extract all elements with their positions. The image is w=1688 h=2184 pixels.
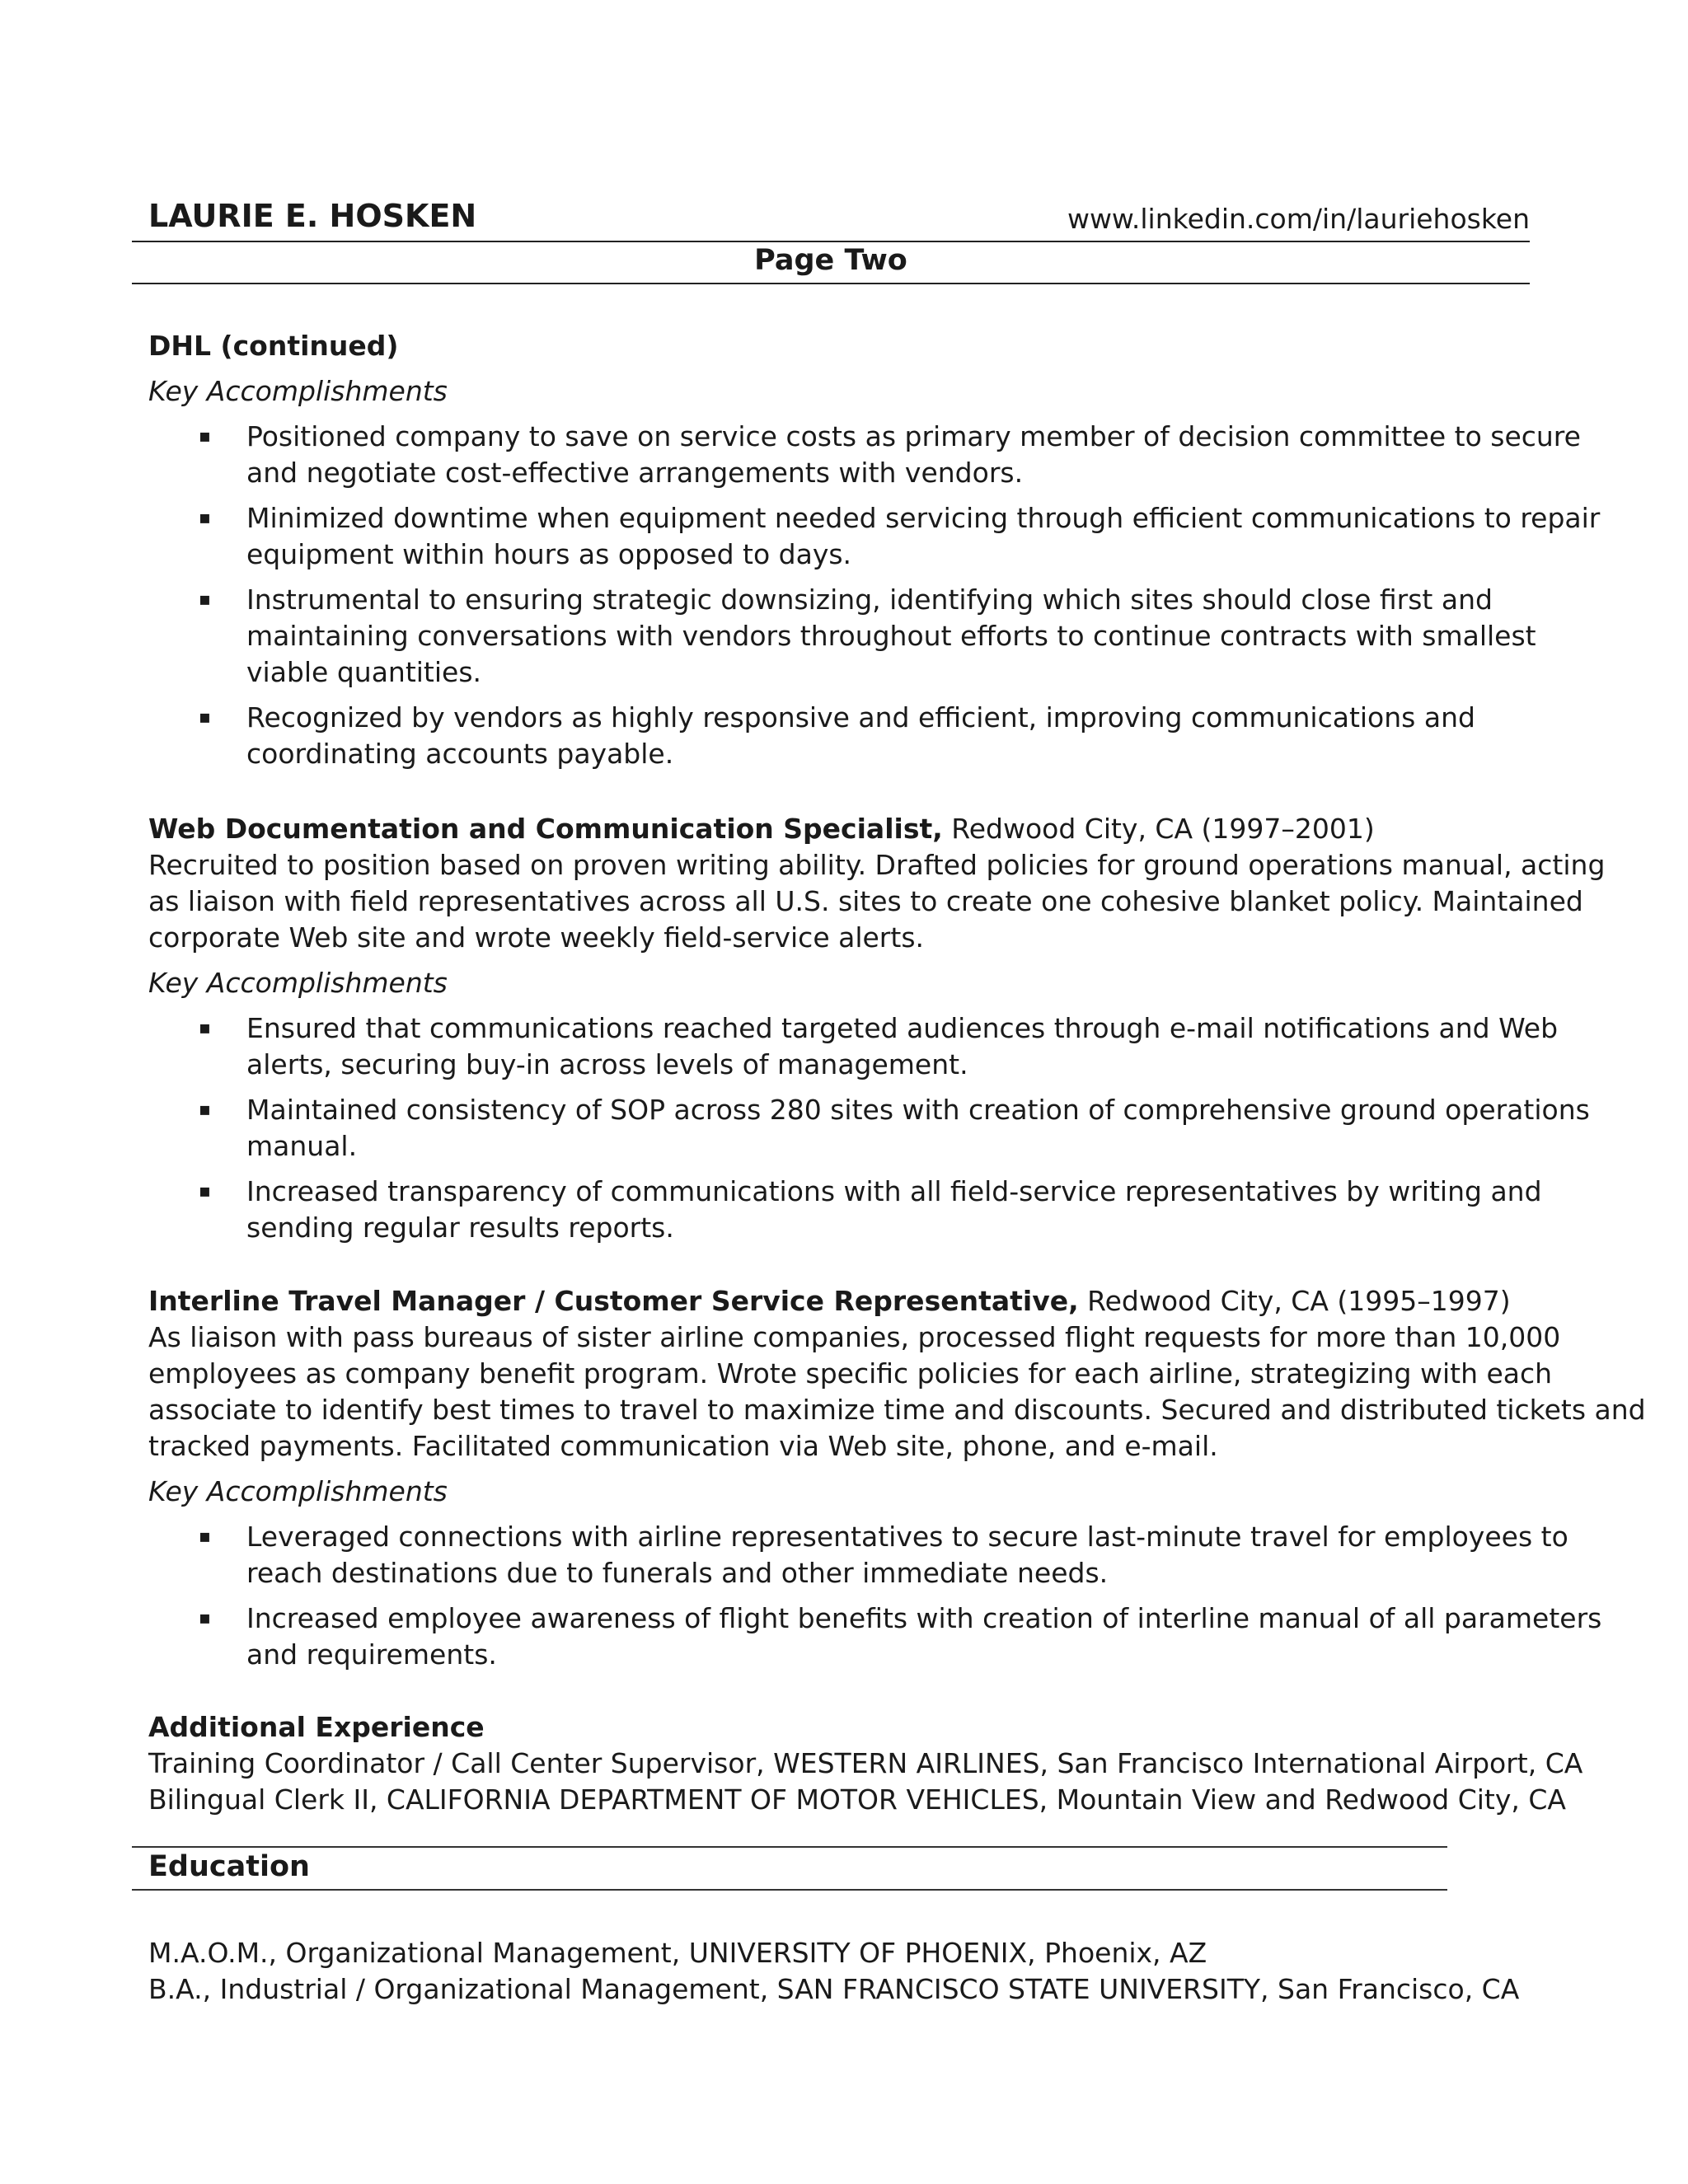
list-item: Leveraged connections with airline representatives to secure last-minute travel for employees to (246, 1521, 1568, 1553)
web-role-description: corporate Web site and wrote weekly field-service alerts. (148, 921, 924, 954)
education-heading: Education (148, 1850, 310, 1883)
bullet-marker: ▪ (199, 508, 211, 528)
web-role-title: Web Documentation and Communication Specialist, (148, 813, 943, 845)
web-role-location: Redwood City, CA (1997–2001) (942, 813, 1375, 845)
candidate-name: LAURIE E. HOSKEN (148, 198, 477, 234)
list-item: manual. (246, 1130, 358, 1162)
list-item: Maintained consistency of SOP across 280 sites with creation of comprehensive ground operations (246, 1094, 1590, 1126)
page-label: Page Two (754, 244, 907, 277)
list-item: and requirements. (246, 1638, 497, 1671)
interline-role-title: Interline Travel Manager / Customer Service Representative, (148, 1285, 1079, 1317)
interline-role-description: tracked payments. Facilitated communication via Web site, phone, and e-mail. (148, 1430, 1218, 1462)
interline-role-description: associate to identify best times to travel to maximize time and discounts. Secured and distributed tickets and (148, 1394, 1646, 1426)
education-item: B.A., Industrial / Organizational Management, SAN FRANCISCO STATE UNIVERSITY, San Francisco, CA (148, 1973, 1520, 2005)
interline-role-description: employees as company benefit program. Wrote specific policies for each airline, strategizing with each (148, 1357, 1553, 1390)
list-item: Minimized downtime when equipment needed servicing through efficient communications to repair (246, 502, 1601, 534)
interline-role-description: As liaison with pass bureaus of sister airline companies, processed flight requests for more than 10,000 (148, 1321, 1561, 1353)
list-item: Recognized by vendors as highly responsive and efficient, improving communications and (246, 701, 1475, 733)
bullet-marker: ▪ (199, 426, 211, 447)
list-item: Increased employee awareness of flight benefits with creation of interline manual of all parameters (246, 1602, 1602, 1634)
list-item: Positioned company to save on service costs as primary member of decision committee to secure (246, 420, 1581, 452)
education-item: M.A.O.M., Organizational Management, UNIVERSITY OF PHOENIX, Phoenix, AZ (148, 1937, 1207, 1969)
interline-key-accomplishments-label: Key Accomplishments (148, 1475, 448, 1507)
bullet-marker: ▪ (199, 707, 211, 728)
additional-experience-heading: Additional Experience (148, 1711, 485, 1743)
web-role-description: Recruited to position based on proven writing ability. Drafted policies for ground operations manual, acting (148, 849, 1606, 881)
education-rule-bottom (132, 1889, 1447, 1891)
dhl-key-accomplishments-label: Key Accomplishments (148, 375, 448, 407)
list-item: sending regular results reports. (246, 1212, 674, 1244)
linkedin-url[interactable]: www.linkedin.com/in/lauriehosken (1067, 203, 1530, 235)
list-item: coordinating accounts payable. (246, 738, 674, 770)
bullet-marker: ▪ (199, 1099, 211, 1120)
list-item: Increased transparency of communications with all field-service representatives by writing and (246, 1175, 1542, 1207)
list-item: Instrumental to ensuring strategic downsizing, identifying which sites should close first and (246, 583, 1493, 616)
header-rule-top (132, 241, 1530, 242)
bullet-marker: ▪ (199, 1181, 211, 1202)
education-rule-top (132, 1846, 1447, 1848)
interline-role-heading (148, 1283, 1511, 1319)
additional-experience-item: Training Coordinator / Call Center Supervisor, WESTERN AIRLINES, San Francisco International Airport, CA (148, 1747, 1583, 1779)
list-item: and negotiate cost-effective arrangements with vendors. (246, 457, 1024, 489)
web-role-description: as liaison with field representatives across all U.S. sites to create one cohesive blanket policy. Maintained (148, 885, 1583, 917)
web-key-accomplishments-label: Key Accomplishments (148, 967, 448, 999)
bullet-marker: ▪ (199, 1018, 211, 1038)
interline-role-location: Redwood City, CA (1995–1997) (1078, 1285, 1511, 1317)
bullet-marker: ▪ (199, 1526, 211, 1547)
list-item: reach destinations due to funerals and other immediate needs. (246, 1557, 1109, 1589)
bullet-marker: ▪ (199, 1608, 211, 1629)
bullet-marker: ▪ (199, 589, 211, 610)
list-item: maintaining conversations with vendors throughout efforts to continue contracts with smallest (246, 620, 1536, 652)
header-rule-bottom (132, 283, 1530, 284)
list-item: alerts, securing buy-in across levels of management. (246, 1048, 968, 1080)
web-role-heading (148, 811, 1375, 847)
list-item: equipment within hours as opposed to days. (246, 538, 852, 570)
dhl-heading: DHL (continued) (148, 330, 399, 362)
additional-experience-item: Bilingual Clerk II, CALIFORNIA DEPARTMENT OF MOTOR VEHICLES, Mountain View and Redwood City, CA (148, 1783, 1566, 1816)
list-item: viable quantities. (246, 656, 482, 688)
list-item: Ensured that communications reached targeted audiences through e-mail notifications and Web (246, 1012, 1559, 1044)
